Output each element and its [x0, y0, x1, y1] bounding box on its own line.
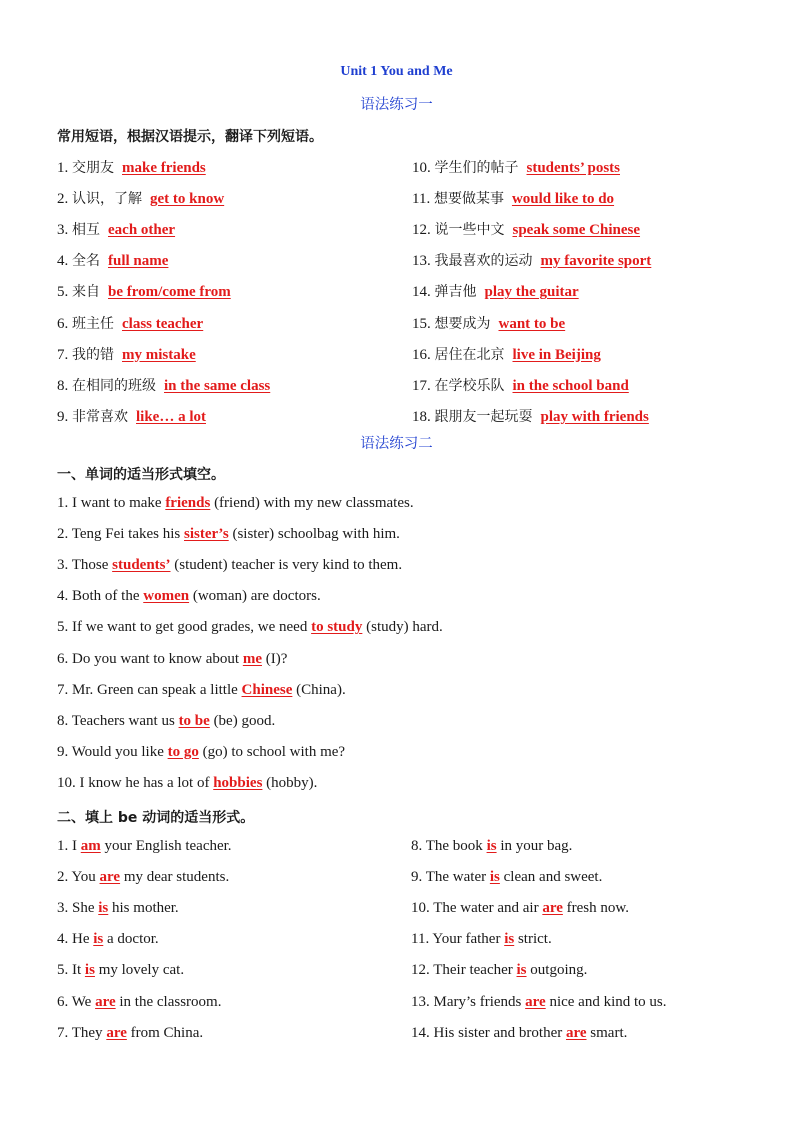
answer: in the school band: [512, 377, 629, 394]
sentence-end: nice and kind to us.: [545, 993, 667, 1010]
phrase-row: [57, 188, 224, 208]
phrase-row: [412, 313, 565, 333]
sentence-end: smart.: [586, 1024, 628, 1041]
answer: students’: [112, 557, 171, 574]
chinese-prompt: 来自: [72, 284, 100, 301]
phrase-row: [412, 344, 601, 364]
answer: to be: [178, 712, 210, 729]
answer: is: [98, 900, 109, 917]
item-number: 11.: [412, 191, 431, 208]
sentence-start: 6. Do you want to know about: [57, 650, 243, 667]
phrase-row: [57, 219, 175, 239]
sentence-row: [57, 869, 229, 886]
sentence-start: 2. Teng Fei takes his: [57, 526, 184, 543]
answer: full name: [108, 253, 169, 270]
sentence-end: my dear students.: [120, 869, 230, 886]
answer: want to be: [498, 315, 566, 332]
chinese-prompt: 非常喜欢: [72, 408, 128, 425]
sentence-end: (friend) with my new classmates.: [210, 495, 414, 511]
sentence-row: [411, 838, 572, 855]
sentence-end: in your bag.: [496, 838, 573, 854]
sentence-row: [57, 619, 443, 636]
answer: like… a lot: [136, 408, 206, 425]
sentence-start: 9. Would you like: [57, 743, 168, 760]
sentence-end: from China.: [126, 1024, 204, 1041]
phrase-row: [57, 250, 168, 270]
part2-instruction: 一、单词的适当形式填空。: [57, 467, 225, 483]
answer: am: [80, 838, 101, 854]
chinese-prompt: 我的错: [72, 346, 114, 363]
part1-instruction: 常用短语，根据汉语提示，翻译下列短语。: [57, 129, 323, 145]
answer: live in Beijing: [512, 346, 601, 363]
sentence-row: [411, 900, 629, 917]
chinese-prompt: 我最喜欢的运动: [434, 253, 533, 270]
sentence-row: [57, 962, 184, 979]
sentence-end: in the classroom.: [115, 993, 222, 1010]
sentence-start: 4. He: [57, 931, 94, 948]
chinese-prompt: 想要成为: [434, 315, 491, 332]
sentence-row: [57, 994, 221, 1011]
sentence-start: 9. The water: [411, 869, 490, 886]
answer: is: [93, 931, 104, 948]
chinese-prompt: 相互: [72, 222, 100, 239]
item-number: 5.: [57, 284, 69, 301]
item-number: 13.: [412, 253, 431, 270]
sentence-row: [57, 1025, 203, 1042]
sentence-end: strict.: [514, 931, 552, 948]
answer: my mistake: [122, 346, 196, 363]
answer: each other: [108, 222, 176, 239]
answer: students’ posts: [526, 160, 620, 176]
answer: me: [242, 650, 262, 667]
sentence-row: [57, 713, 275, 730]
chinese-prompt: 跟朋友一起玩耍: [434, 408, 533, 425]
phrase-row: [412, 157, 620, 177]
sentence-start: 6. We: [57, 993, 96, 1010]
sentence-end: (China).: [292, 681, 346, 698]
item-number: 6.: [57, 315, 69, 332]
sentence-start: 1. I want to make: [57, 495, 166, 511]
answer: hobbies: [213, 774, 263, 791]
item-number: 2.: [57, 191, 69, 208]
section-title-1: 语法练习一: [360, 97, 433, 113]
answer: are: [525, 993, 546, 1010]
answer: are: [106, 1024, 127, 1041]
answer: is: [84, 962, 95, 979]
phrase-row: [412, 406, 649, 426]
sentence-start: 3. Those: [57, 557, 113, 574]
phrase-row: [57, 281, 231, 301]
chinese-prompt: 交朋友: [72, 160, 114, 176]
item-number: 15.: [412, 315, 431, 332]
sentence-start: 5. It: [57, 962, 85, 979]
answer: sister’s: [184, 526, 229, 543]
sentence-row: [411, 962, 587, 979]
answer: make friends: [122, 160, 206, 176]
sentence-end: fresh now.: [562, 900, 629, 917]
unit-title: Unit 1 You and Me: [340, 64, 453, 79]
sentence-start: 10. I know he has a lot of: [57, 774, 214, 791]
answer: are: [99, 869, 121, 886]
chinese-prompt: 认识，了解: [72, 191, 142, 208]
sentence-end: (study) hard.: [362, 619, 443, 636]
phrase-row: [412, 219, 640, 239]
chinese-prompt: 在相同的班级: [72, 377, 156, 394]
phrase-row: [57, 157, 206, 177]
item-number: 16.: [412, 346, 431, 363]
sentence-start: 4. Both of the: [57, 588, 144, 605]
chinese-prompt: 想要做某事: [433, 191, 504, 208]
chinese-prompt: 在学校乐队: [434, 377, 505, 394]
chinese-prompt: 班主任: [72, 315, 114, 332]
sentence-start: 7. Mr. Green can speak a little: [57, 681, 242, 698]
answer: play the guitar: [484, 284, 579, 301]
answer: is: [486, 838, 497, 854]
item-number: 10.: [412, 160, 431, 176]
answer: is: [504, 931, 515, 948]
sentence-row: [57, 495, 414, 512]
sentence-start: 3. She: [57, 900, 99, 917]
sentence-end: (hobby).: [262, 774, 318, 791]
sentence-row: [57, 900, 179, 917]
phrase-row: [412, 188, 614, 208]
item-number: 7.: [57, 346, 69, 363]
sentence-start: 11. Your father: [411, 931, 505, 948]
phrase-row: [57, 375, 270, 395]
item-number: 18.: [412, 408, 431, 425]
sentence-row: [57, 557, 402, 574]
sentence-row: [57, 526, 400, 543]
answer: get to know: [150, 191, 225, 208]
sentence-end: (woman) are doctors.: [189, 588, 321, 605]
phrase-row: [412, 375, 629, 395]
sentence-start: 8. The book: [411, 838, 487, 854]
sentence-row: [57, 838, 232, 855]
sentence-row: [57, 682, 346, 699]
section-title-2: 语法练习二: [360, 436, 433, 452]
sentence-start: 1. I: [57, 838, 81, 854]
answer: is: [489, 869, 500, 886]
item-number: 12.: [412, 222, 431, 239]
chinese-prompt: 说一些中文: [434, 222, 505, 239]
sentence-end: (I)?: [261, 650, 288, 667]
sentence-end: (sister) schoolbag with him.: [228, 526, 400, 543]
sentence-end: his mother.: [108, 900, 179, 917]
phrase-row: [57, 344, 196, 364]
item-number: 3.: [57, 222, 69, 239]
item-number: 1.: [57, 160, 69, 176]
item-number: 17.: [412, 377, 431, 394]
sentence-start: 5. If we want to get good grades, we need: [57, 619, 312, 636]
answer: would like to do: [511, 191, 615, 208]
chinese-prompt: 弹吉他: [434, 284, 477, 301]
answer: are: [95, 993, 116, 1010]
sentence-end: a doctor.: [103, 931, 159, 948]
sentence-row: [57, 588, 321, 605]
sentence-end: outgoing.: [526, 962, 588, 979]
answer: women: [143, 588, 190, 605]
answer: play with friends: [540, 408, 649, 425]
phrase-row: [412, 281, 579, 301]
answer: to study: [311, 619, 363, 636]
sentence-row: [57, 931, 159, 948]
sentence-row: [411, 1025, 627, 1042]
item-number: 9.: [57, 408, 69, 425]
sentence-row: [411, 869, 602, 886]
sentence-end: clean and sweet.: [499, 869, 603, 886]
chinese-prompt: 居住在北京: [434, 346, 505, 363]
item-number: 8.: [57, 377, 69, 394]
phrase-row: [57, 313, 203, 333]
answer: are: [542, 900, 563, 917]
chinese-prompt: 学生们的帖子: [434, 160, 519, 176]
chinese-prompt: 全名: [72, 253, 100, 270]
answer: to go: [167, 743, 199, 760]
answer: in the same class: [164, 377, 271, 394]
sentence-start: 2. You: [57, 869, 100, 886]
sentence-end: my lovely cat.: [94, 962, 185, 979]
answer: speak some Chinese: [512, 222, 641, 239]
sentence-start: 12. Their teacher: [411, 962, 517, 979]
answer: friends: [165, 495, 211, 511]
part3-instruction: 二、填上 be 动词的适当形式。: [57, 810, 255, 826]
sentence-end: your English teacher.: [100, 838, 232, 854]
sentence-start: 7. They: [57, 1024, 107, 1041]
sentence-end: (student) teacher is very kind to them.: [170, 557, 403, 574]
item-number: 14.: [412, 284, 431, 301]
answer: Chinese: [241, 681, 293, 698]
sentence-end: (be) good.: [209, 712, 276, 729]
sentence-start: 14. His sister and brother: [411, 1024, 566, 1041]
sentence-end: (go) to school with me?: [198, 743, 346, 760]
sentence-row: [411, 931, 552, 948]
sentence-start: 10. The water and air: [411, 900, 543, 917]
answer: class teacher: [122, 315, 204, 332]
sentence-start: 13. Mary’s friends: [411, 993, 526, 1010]
phrase-row: [412, 250, 651, 270]
answer: is: [516, 962, 527, 979]
sentence-start: 8. Teachers want us: [57, 712, 179, 729]
sentence-row: [411, 994, 667, 1011]
item-number: 4.: [57, 253, 69, 270]
answer: my favorite sport: [540, 253, 652, 270]
answer: be from/come from: [108, 284, 231, 301]
phrase-row: [57, 406, 206, 426]
sentence-row: [57, 744, 345, 761]
sentence-row: [57, 651, 287, 668]
sentence-row: [57, 775, 317, 792]
answer: are: [565, 1024, 587, 1041]
